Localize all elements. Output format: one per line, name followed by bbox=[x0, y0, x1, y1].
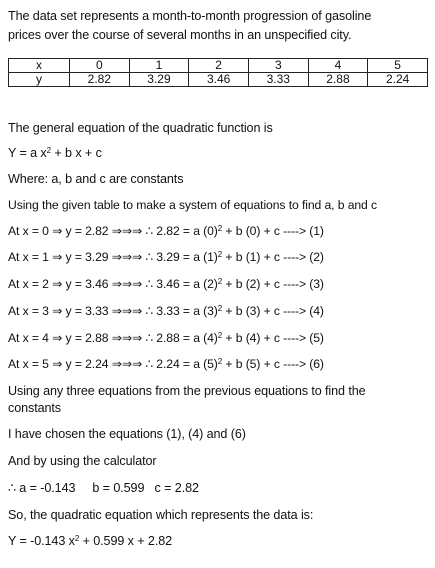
table-cell-y: 2.88 bbox=[308, 73, 368, 87]
intro-line-1: The data set represents a month-to-month progression of gasoline bbox=[8, 9, 372, 23]
equation-6: At x = 5 ⇒ y = 2.24 ⇒⇒⇒ ∴ 2.24 = a $(5)^2 + b$ (5) + c ----> (6) bbox=[8, 357, 324, 371]
table-header-y: y bbox=[9, 73, 70, 87]
table-cell-y: 3.29 bbox=[129, 73, 189, 87]
calculator-note: And by using the calculator bbox=[8, 454, 157, 468]
conclusion: So, the quadratic equation which represents the data is: bbox=[8, 508, 314, 522]
equation-3: At x = 2 ⇒ y = 3.46 ⇒⇒⇒ ∴ 3.46 = a $(2)^2 + b$ (2) + c ----> (3) bbox=[8, 277, 324, 291]
table-cell-y: 2.82 bbox=[70, 73, 130, 87]
data-table bbox=[8, 58, 428, 87]
choose-equations-line-1: Using any three equations from the previous equations to find the bbox=[8, 384, 366, 398]
choose-equations-line-2: constants bbox=[8, 401, 62, 415]
equation-2: At x = 1 ⇒ y = 3.29 ⇒⇒⇒ ∴ 3.29 = a $(1)^2 + b$ (1) + c ----> (2) bbox=[8, 250, 324, 264]
constants-note: Where: a, b and c are constants bbox=[8, 172, 184, 186]
table-cell-x: 1 bbox=[129, 59, 189, 73]
equation-1: At x = 0 ⇒ y = 2.82 ⇒⇒⇒ ∴ 2.82 = a $(0)^2 + b$ (0) + c ----> (1) bbox=[8, 224, 324, 238]
table-cell-x: 2 bbox=[189, 59, 249, 73]
table-row-y bbox=[9, 73, 428, 87]
table-cell-y: 3.33 bbox=[248, 73, 308, 87]
general-intro: The general equation of the quadratic function is bbox=[8, 121, 273, 135]
equation-4: At x = 3 ⇒ y = 3.33 ⇒⇒⇒ ∴ 3.33 = a $(3)^2 + b$ (3) + c ----> (4) bbox=[8, 304, 324, 318]
system-intro: Using the given table to make a system of equations to find a, b and c bbox=[8, 198, 378, 212]
general-equation: Y = a $x^2 + b$ x + c bbox=[8, 146, 102, 160]
intro-line-2: prices over the course of several months in an unspecified city. bbox=[8, 28, 352, 42]
chosen-equations: I have chosen the equations (1), (4) and (6) bbox=[8, 427, 246, 441]
table-row-x bbox=[9, 59, 428, 73]
equation-5: At x = 4 ⇒ y = 2.88 ⇒⇒⇒ ∴ 2.88 = a $(4)^2 + b$ (4) + c ----> (5) bbox=[8, 331, 324, 345]
table-cell-x: 4 bbox=[308, 59, 368, 73]
table-header-x: x bbox=[9, 59, 70, 73]
table-cell-x: 3 bbox=[248, 59, 308, 73]
coefficients-result: ∴ a = -0.143 b = 0.599 c = 2.82 bbox=[8, 481, 199, 495]
table-cell-x: 0 bbox=[70, 59, 130, 73]
table-cell-y: 2.24 bbox=[368, 73, 428, 87]
table-cell-y: 3.46 bbox=[189, 73, 249, 87]
final-equation: Y = -0.143 $x^2 + 0.599$ x + 2.82 bbox=[8, 534, 173, 548]
table-cell-x: 5 bbox=[368, 59, 428, 73]
